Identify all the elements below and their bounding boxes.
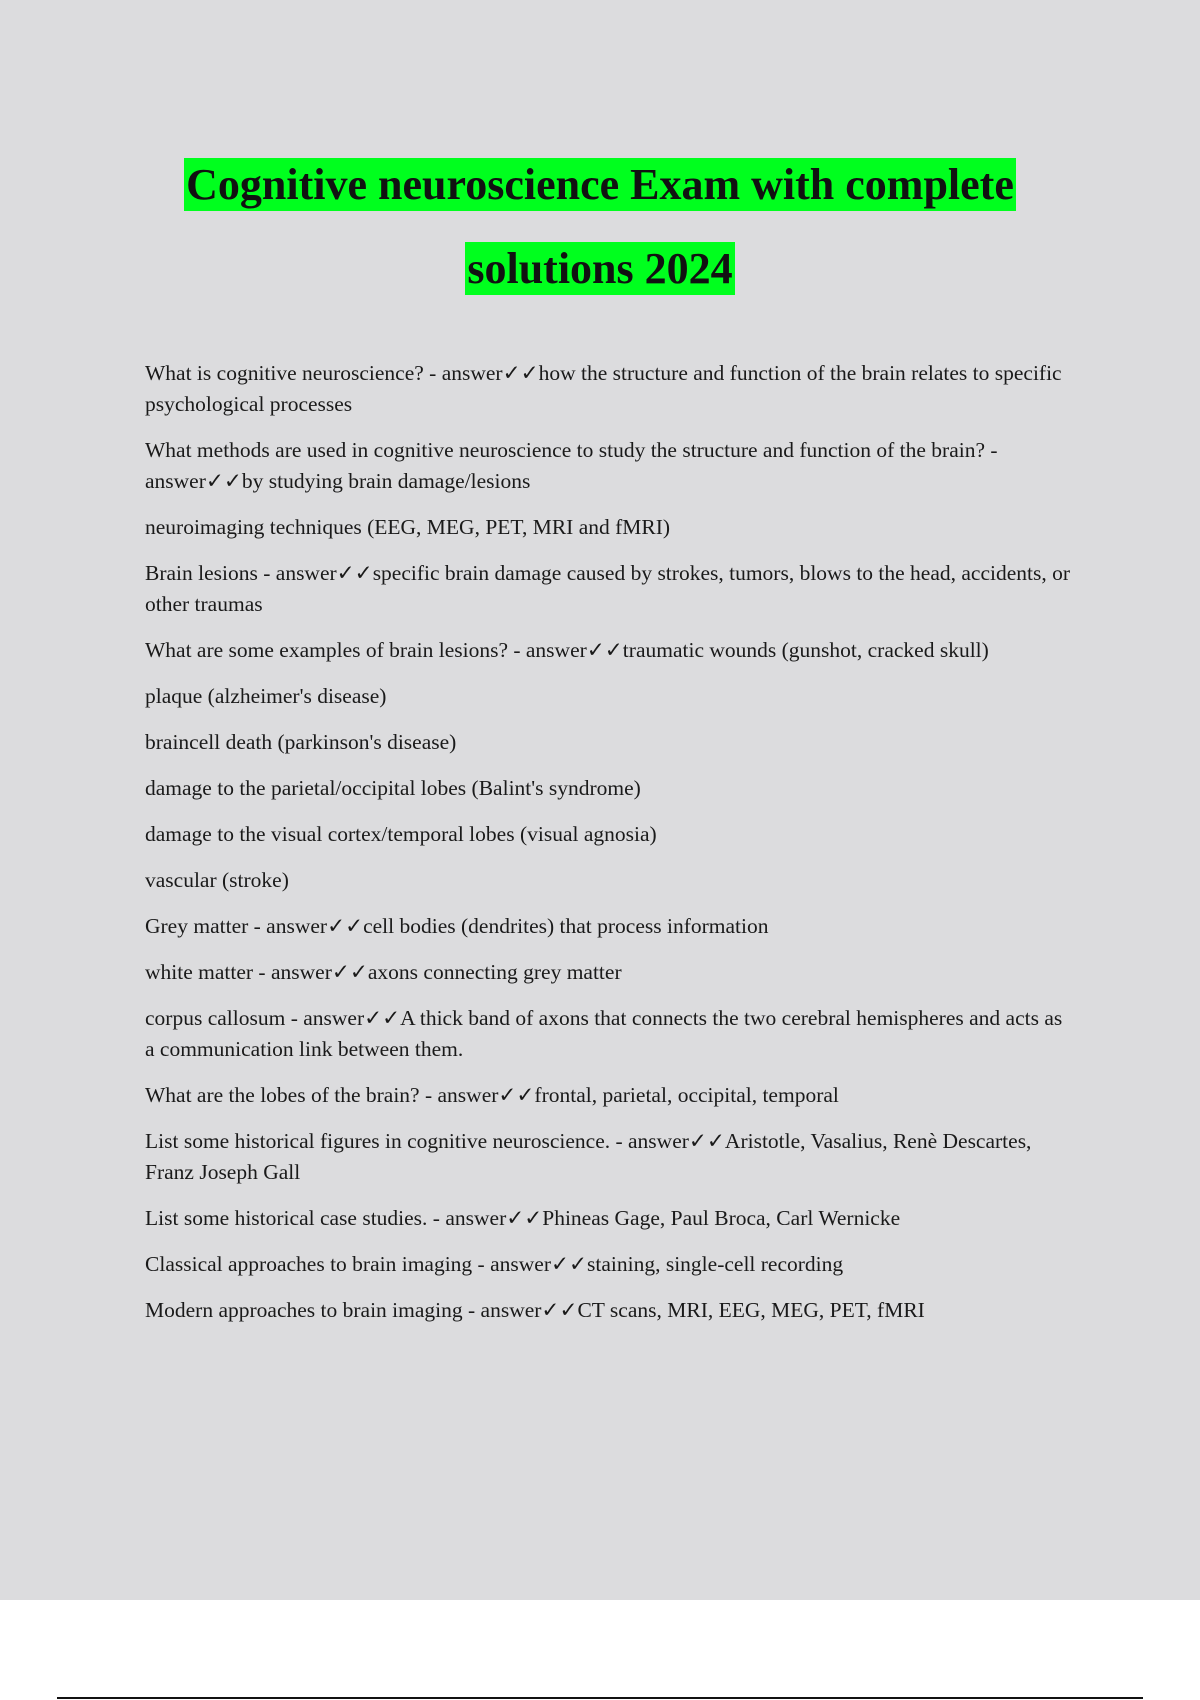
page-title	[0, 143, 1200, 311]
qa-paragraph: vascular (stroke)	[145, 868, 289, 892]
qa-paragraph: What methods are used in cognitive neuroscience to study the structure and function of the brain? - answer✓✓by studying brain damage/lesions	[145, 438, 998, 493]
qa-paragraph: damage to the parietal/occipital lobes (Balint's syndrome)	[145, 776, 641, 800]
qa-paragraph: List some historical figures in cognitive neuroscience. - answer✓✓Aristotle, Vasalius, Renè Descartes, Franz Joseph Gall	[145, 1129, 1032, 1184]
qa-paragraph: braincell death (parkinson's disease)	[145, 730, 457, 754]
title-highlight-1: Cognitive neuroscience Exam with complete	[186, 160, 1014, 209]
qa-paragraph: Classical approaches to brain imaging - answer✓✓staining, single-cell recording	[145, 1252, 844, 1276]
qa-paragraph: corpus callosum - answer✓✓A thick band of axons that connects the two cerebral hemispheres and acts as a communication link between them.	[145, 1006, 1063, 1061]
qa-paragraph: Grey matter - answer✓✓cell bodies (dendrites) that process information	[145, 914, 769, 938]
qa-paragraph: List some historical case studies. - answer✓✓Phineas Gage, Paul Broca, Carl Wernicke	[145, 1206, 901, 1230]
qa-paragraph: Brain lesions - answer✓✓specific brain damage caused by strokes, tumors, blows to the head, accidents, or other traumas	[145, 561, 1071, 616]
qa-paragraph: What are some examples of brain lesions? - answer✓✓traumatic wounds (gunshot, cracked skull)	[145, 638, 989, 662]
qa-paragraph: plaque (alzheimer's disease)	[145, 684, 387, 708]
qa-paragraph: What is cognitive neuroscience? - answer✓✓how the structure and function of the brain relates to specific psychological processes	[145, 361, 1062, 416]
title-line-2	[0, 227, 1200, 311]
qa-list	[145, 358, 1075, 1341]
title-line-1	[0, 143, 1200, 227]
footer-divider	[57, 1697, 1143, 1699]
qa-paragraph: damage to the visual cortex/temporal lobes (visual agnosia)	[145, 822, 657, 846]
qa-paragraph: Modern approaches to brain imaging - answer✓✓CT scans, MRI, EEG, MEG, PET, fMRI	[145, 1298, 925, 1322]
title-highlight-2: solutions 2024	[467, 244, 733, 293]
qa-paragraph: white matter - answer✓✓axons connecting grey matter	[145, 960, 622, 984]
qa-paragraph: What are the lobes of the brain? - answer✓✓frontal, parietal, occipital, temporal	[145, 1083, 839, 1107]
qa-paragraph: neuroimaging techniques (EEG, MEG, PET, MRI and fMRI)	[145, 515, 671, 539]
